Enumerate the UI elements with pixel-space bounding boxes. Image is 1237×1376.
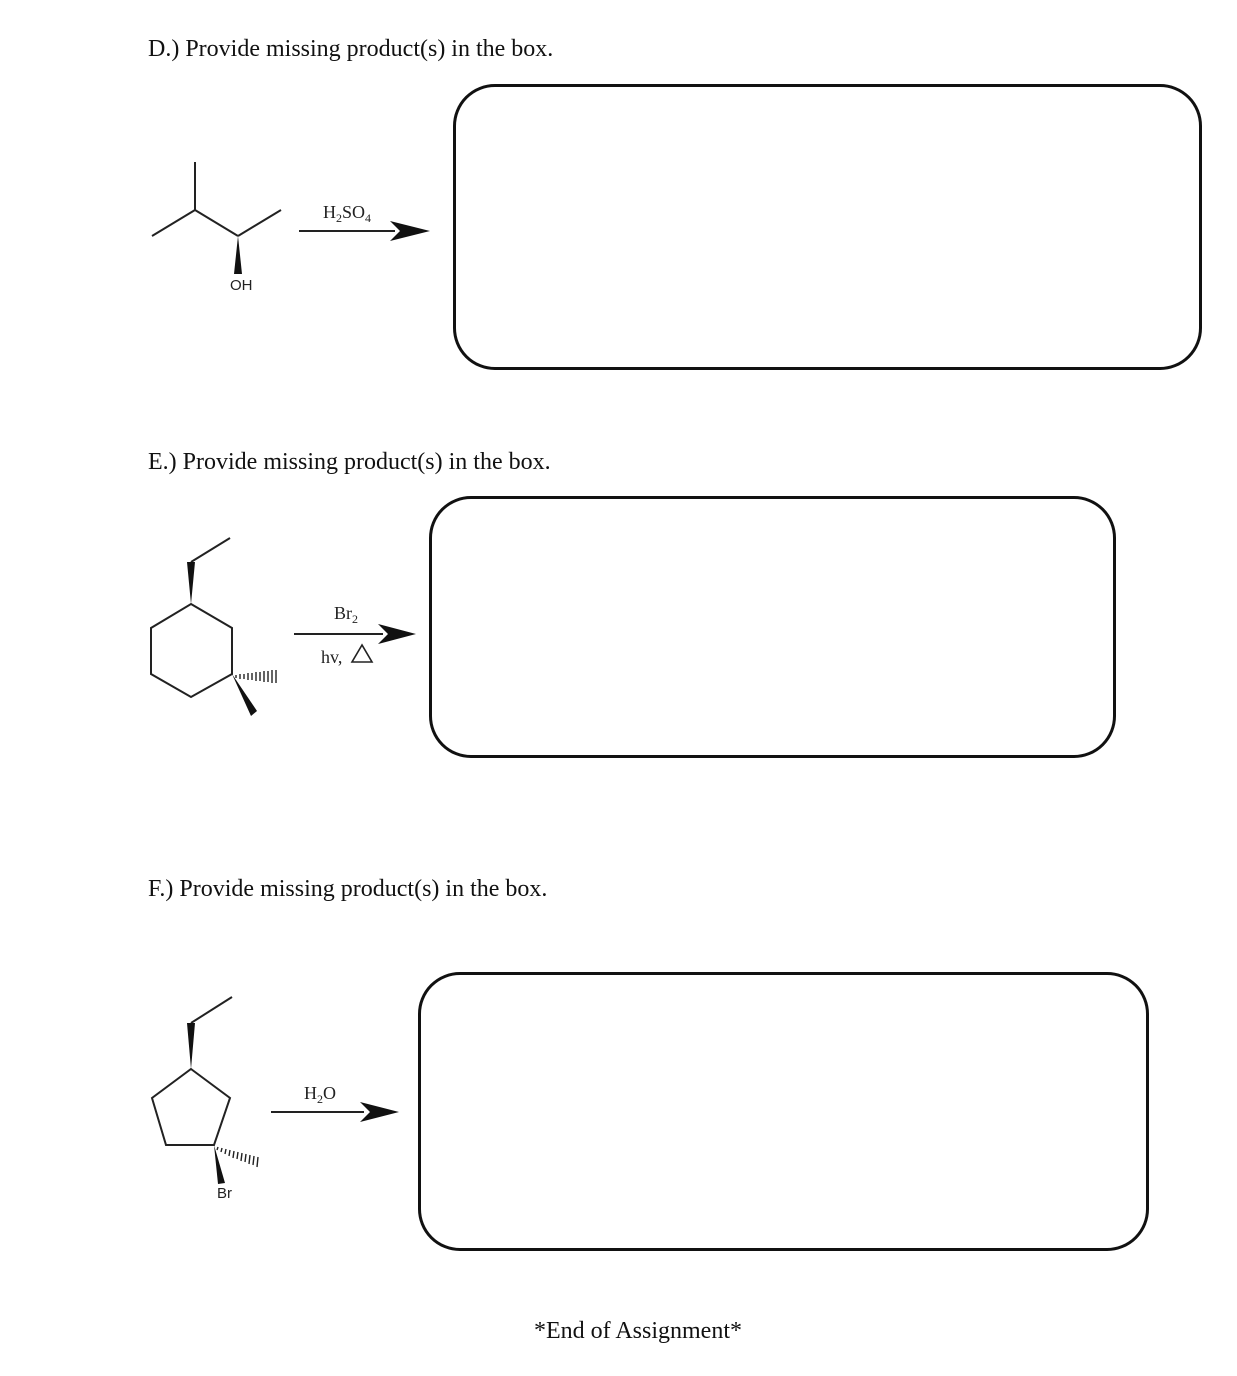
bromine-label: Br bbox=[217, 1185, 232, 1202]
question-e-prompt: E.) Provide missing product(s) in the box. bbox=[148, 449, 551, 475]
reagent-water: $H_2O$ bbox=[304, 1083, 336, 1106]
ethyl-bond bbox=[191, 997, 232, 1023]
hash-bond bbox=[217, 1147, 258, 1167]
reagent-sulfuric-acid: $H_2SO_4$ bbox=[323, 202, 372, 225]
answer-box-f[interactable] bbox=[418, 972, 1149, 1251]
wedge-bond bbox=[187, 1023, 195, 1069]
reagent-bromine: $Br_2$ bbox=[334, 603, 358, 626]
cyclopentane-ring bbox=[152, 1069, 230, 1145]
reagent-light: hv, bbox=[321, 647, 343, 667]
end-of-assignment: *End of Assignment* bbox=[534, 1318, 742, 1344]
hydroxyl-label: OH bbox=[230, 277, 253, 294]
question-f-prompt: F.) Provide missing product(s) in the box. bbox=[148, 876, 548, 902]
wedge-bond bbox=[214, 1145, 225, 1184]
question-d-prompt: D.) Provide missing product(s) in the box. bbox=[148, 36, 554, 62]
reaction-arrowhead bbox=[360, 1102, 399, 1122]
